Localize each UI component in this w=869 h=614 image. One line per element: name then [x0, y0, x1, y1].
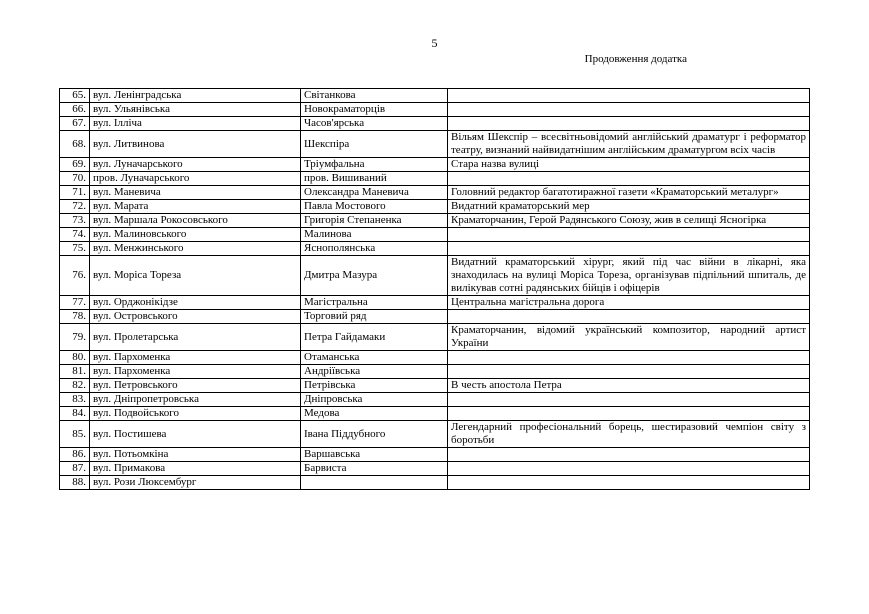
new-street-name-cell: Павла Мостового — [301, 200, 448, 214]
note-cell — [448, 89, 810, 103]
row-number-cell: 67. — [60, 117, 90, 131]
row-number-cell: 75. — [60, 242, 90, 256]
old-street-name-cell: вул. Моріса Тореза — [90, 256, 301, 296]
note-cell: Видатний краматорський мер — [448, 200, 810, 214]
row-number-cell: 68. — [60, 131, 90, 158]
old-street-name-cell: вул. Ленінградська — [90, 89, 301, 103]
row-number-cell: 74. — [60, 228, 90, 242]
old-street-name-cell: вул. Петровського — [90, 379, 301, 393]
continuation-label: Продовження додатка — [584, 53, 687, 65]
row-number-cell: 76. — [60, 256, 90, 296]
new-street-name-cell: Торговий ряд — [301, 310, 448, 324]
table-row — [60, 256, 810, 296]
new-street-name-cell: Петра Гайдамаки — [301, 324, 448, 351]
table-body — [60, 89, 810, 490]
table-row — [60, 117, 810, 131]
new-street-name-cell: Новокраматорців — [301, 103, 448, 117]
note-cell — [448, 310, 810, 324]
table-row — [60, 103, 810, 117]
new-street-name-cell: пров. Вишиваний — [301, 172, 448, 186]
old-street-name-cell: вул. Орджонікідзе — [90, 296, 301, 310]
old-street-name-cell: вул. Малиновського — [90, 228, 301, 242]
note-cell — [448, 351, 810, 365]
table-row — [60, 476, 810, 490]
table-row — [60, 462, 810, 476]
note-cell — [448, 228, 810, 242]
new-street-name-cell: Олександра Маневича — [301, 186, 448, 200]
note-cell — [448, 103, 810, 117]
note-cell: В честь апостола Петра — [448, 379, 810, 393]
row-number-cell: 84. — [60, 407, 90, 421]
note-cell: Стара назва вулиці — [448, 158, 810, 172]
row-number-cell: 87. — [60, 462, 90, 476]
row-number-cell: 79. — [60, 324, 90, 351]
row-number-cell: 69. — [60, 158, 90, 172]
new-street-name-cell — [301, 476, 448, 490]
note-cell — [448, 242, 810, 256]
old-street-name-cell: вул. Пархоменка — [90, 351, 301, 365]
table-row — [60, 393, 810, 407]
new-street-name-cell: Івана Піддубного — [301, 421, 448, 448]
new-street-name-cell: Світанкова — [301, 89, 448, 103]
note-cell: Краматорчанин, відомий український композитор, народний артист України — [448, 324, 810, 351]
row-number-cell: 81. — [60, 365, 90, 379]
new-street-name-cell: Медова — [301, 407, 448, 421]
row-number-cell: 82. — [60, 379, 90, 393]
table-row — [60, 379, 810, 393]
row-number-cell: 78. — [60, 310, 90, 324]
table-row — [60, 89, 810, 103]
new-street-name-cell: Петрівська — [301, 379, 448, 393]
table-row — [60, 214, 810, 228]
row-number-cell: 71. — [60, 186, 90, 200]
table-row — [60, 310, 810, 324]
row-number-cell: 65. — [60, 89, 90, 103]
new-street-name-cell: Отаманська — [301, 351, 448, 365]
note-cell — [448, 117, 810, 131]
new-street-name-cell: Яснополянська — [301, 242, 448, 256]
old-street-name-cell: вул. Литвинова — [90, 131, 301, 158]
table-row — [60, 228, 810, 242]
note-cell: Центральна магістральна дорога — [448, 296, 810, 310]
note-cell: Головний редактор багатотиражної газети «Краматорський металург» — [448, 186, 810, 200]
page-number: 5 — [431, 36, 438, 50]
row-number-cell: 80. — [60, 351, 90, 365]
old-street-name-cell: вул. Подвойського — [90, 407, 301, 421]
note-cell — [448, 448, 810, 462]
row-number-cell: 85. — [60, 421, 90, 448]
row-number-cell: 83. — [60, 393, 90, 407]
old-street-name-cell: вул. Рози Люксембург — [90, 476, 301, 490]
row-number-cell: 86. — [60, 448, 90, 462]
new-street-name-cell: Дмитра Мазура — [301, 256, 448, 296]
old-street-name-cell: вул. Маневича — [90, 186, 301, 200]
table-row — [60, 172, 810, 186]
new-street-name-cell: Магістральна — [301, 296, 448, 310]
new-street-name-cell: Барвиста — [301, 462, 448, 476]
table-row — [60, 421, 810, 448]
old-street-name-cell: вул. Луначарського — [90, 158, 301, 172]
old-street-name-cell: вул. Примакова — [90, 462, 301, 476]
old-street-name-cell: вул. Пархоменка — [90, 365, 301, 379]
row-number-cell: 88. — [60, 476, 90, 490]
new-street-name-cell: Шекспіра — [301, 131, 448, 158]
old-street-name-cell: вул. Постишева — [90, 421, 301, 448]
note-cell — [448, 365, 810, 379]
note-cell — [448, 462, 810, 476]
table-row — [60, 186, 810, 200]
old-street-name-cell: вул. Марата — [90, 200, 301, 214]
note-cell — [448, 407, 810, 421]
note-cell: Краматорчанин, Герой Радянського Союзу, жив в селищі Ясногірка — [448, 214, 810, 228]
table-row — [60, 407, 810, 421]
old-street-name-cell: вул. Маршала Рокосовського — [90, 214, 301, 228]
table-row — [60, 448, 810, 462]
table-row — [60, 365, 810, 379]
old-street-name-cell: вул. Дніпропетровська — [90, 393, 301, 407]
old-street-name-cell: вул. Пролетарська — [90, 324, 301, 351]
note-cell: Видатний краматорський хірург, який під час війни в лікарні, яка знаходилась на вулиці Моріса Тореза, організував підпільний шпиталь, де вилікував сотні радянських бійців і офіцерів — [448, 256, 810, 296]
note-cell — [448, 172, 810, 186]
row-number-cell: 77. — [60, 296, 90, 310]
new-street-name-cell: Андріївська — [301, 365, 448, 379]
new-street-name-cell: Варшавська — [301, 448, 448, 462]
table-row — [60, 242, 810, 256]
table-row — [60, 296, 810, 310]
new-street-name-cell: Малинова — [301, 228, 448, 242]
table-row — [60, 351, 810, 365]
table-row — [60, 131, 810, 158]
note-cell: Легендарний професіональний борець, шестиразовий чемпіон світу з боротьби — [448, 421, 810, 448]
old-street-name-cell: пров. Луначарського — [90, 172, 301, 186]
street-renaming-table — [59, 88, 810, 490]
new-street-name-cell: Григорія Степаненка — [301, 214, 448, 228]
old-street-name-cell: вул. Островського — [90, 310, 301, 324]
table-row — [60, 324, 810, 351]
old-street-name-cell: вул. Ульянівська — [90, 103, 301, 117]
note-cell: Вільям Шекспір – всесвітньовідомий англійський драматург і реформатор театру, визнаний найвидатнішим англійським драматургом всіх часів — [448, 131, 810, 158]
row-number-cell: 70. — [60, 172, 90, 186]
note-cell — [448, 393, 810, 407]
row-number-cell: 73. — [60, 214, 90, 228]
new-street-name-cell: Тріумфальна — [301, 158, 448, 172]
row-number-cell: 72. — [60, 200, 90, 214]
table-row — [60, 200, 810, 214]
old-street-name-cell: вул. Ілліча — [90, 117, 301, 131]
old-street-name-cell: вул. Менжинського — [90, 242, 301, 256]
note-cell — [448, 476, 810, 490]
table-row — [60, 158, 810, 172]
new-street-name-cell: Дніпровська — [301, 393, 448, 407]
new-street-name-cell: Часов'ярська — [301, 117, 448, 131]
row-number-cell: 66. — [60, 103, 90, 117]
old-street-name-cell: вул. Потьомкіна — [90, 448, 301, 462]
